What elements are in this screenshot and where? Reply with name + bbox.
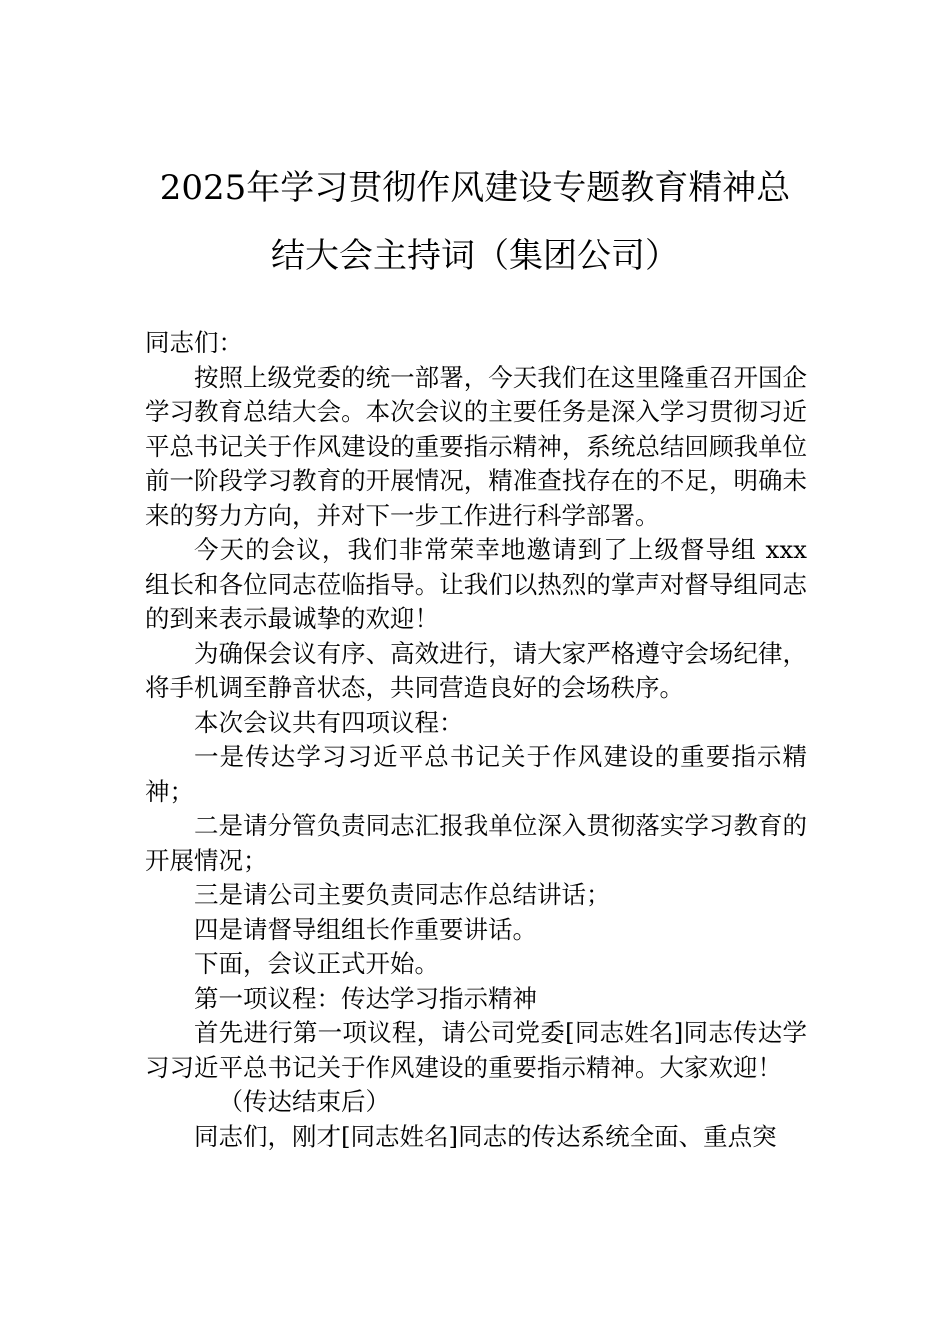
agenda-item-3: 三是请公司主要负责同志作总结讲话； [194,880,611,909]
document-body [145,326,807,1154]
body-paragraph-start: 下面，会议正式开始。 [194,949,439,978]
body-paragraph-welcome: 今天的会议，我们非常荣幸地邀请到了上级督导组 xxx 组长和各位同志莅临指导。让我们以热烈的掌声对督导组同志的到来表示最诚挚的欢迎！ [145,535,807,633]
body-paragraph-opening: 按照上级党委的统一部署，今天我们在这里隆重召开国企学习教育总结大会。本次会议的主要任务是深入学习贯彻习近平总书记关于作风建设的重要指示精神，系统总结回顾我单位前一阶段学习教育的开展情况，精准查找存在的不足，明确未来的努力方向，并对下一步工作进行科学部署。 [145,362,807,530]
body-paragraph-agenda-intro: 本次会议共有四项议程： [194,707,464,737]
document-title-line-1: 2025年学习贯彻作风建设专题教育精神总 [159,168,791,208]
agenda-heading-1: 第一项议程：传达学习指示精神 [194,983,537,1013]
agenda-item-1: 一是传达学习习近平总书记关于作风建设的重要指示精神； [145,742,807,806]
agenda-item-4: 四是请督导组组长作重要讲话。 [194,914,537,944]
salutation: 同志们： [145,328,243,357]
stage-note: （传达结束后） [218,1087,390,1116]
document-title-line-2: 结大会主持词（集团公司） [271,236,679,276]
body-paragraph-discipline: 为确保会议有序、高效进行，请大家严格遵守会场纪律，将手机调至静音状态，共同营造良好的会场秩序。 [145,638,807,702]
agenda-item-2: 二是请分管负责同志汇报我单位深入贯彻落实学习教育的开展情况； [145,811,807,875]
body-paragraph-after-note: 同志们，刚才[同志姓名]同志的传达系统全面、重点突 [194,1121,777,1151]
body-paragraph-agenda-1: 首先进行第一项议程，请公司党委[同志姓名]同志传达学习习近平总书记关于作风建设的重要指示精神。大家欢迎！ [145,1018,807,1082]
